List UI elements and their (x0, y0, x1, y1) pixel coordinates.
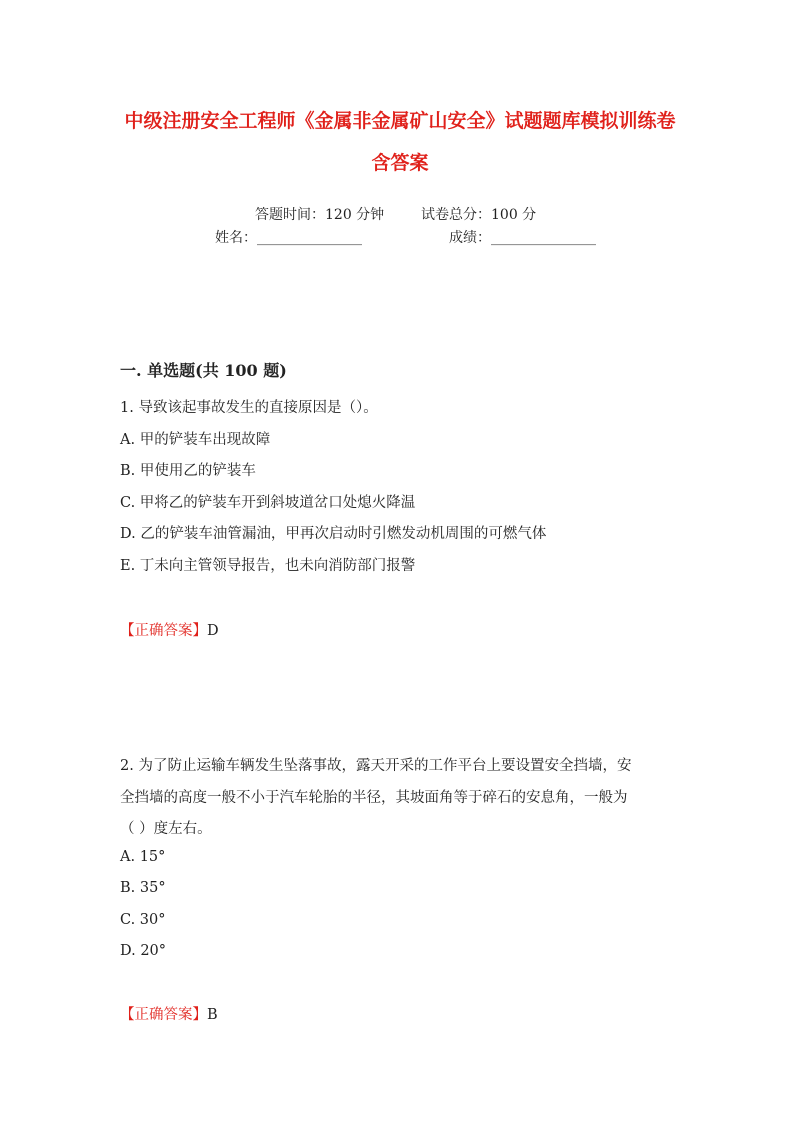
name-blank: _______________ (257, 230, 362, 246)
name-field (215, 227, 362, 247)
question-1-option-d: D. 乙的铲装车油管漏油，甲再次启动时引燃发动机周围的可燃气体 (120, 526, 547, 542)
question-1-stem: 1. 导致该起事故发生的直接原因是（）。 (120, 400, 378, 416)
document-title-line-1: 中级注册安全工程师《金属非金属矿山安全》试题题库模拟训练卷 (124, 110, 676, 132)
question-1-option-e: E. 丁未向主管领导报告，也未向消防部门报警 (120, 558, 416, 574)
score-label: 试卷总分： (421, 207, 491, 223)
answer-value: D (207, 623, 219, 639)
section-heading: 一. 单选题(共 100 题) (120, 361, 287, 380)
question-2-option-d: D. 20° (120, 943, 167, 959)
score-info (421, 204, 536, 224)
question-1-answer (120, 619, 219, 640)
question-2-stem-line-2: 全挡墙的高度一般不小于汽车轮胎的半径，其坡面角等于碎石的安息角，一般为 (120, 790, 628, 806)
answer-value: B (207, 1007, 218, 1023)
answer-label: 【正确答案】 (120, 623, 207, 639)
question-2-option-a: A. 15° (120, 849, 166, 865)
grade-blank: _______________ (491, 230, 596, 246)
question-2-option-b: B. 35° (120, 880, 166, 896)
document-title-line-2: 含答案 (371, 152, 429, 174)
score-value: 100 分 (491, 207, 537, 223)
question-1-option-c: C. 甲将乙的铲装车开到斜坡道岔口处熄火降温 (120, 495, 416, 511)
question-1-option-b: B. 甲使用乙的铲装车 (120, 463, 256, 479)
question-2-stem-line-3: （ ）度左右。 (120, 821, 212, 837)
time-label: 答题时间： (255, 207, 325, 223)
answer-label: 【正确答案】 (120, 1007, 207, 1023)
time-info (255, 204, 384, 224)
name-label: 姓名： (215, 230, 257, 246)
question-2-option-c: C. 30° (120, 912, 166, 928)
question-2-stem-line-1: 2. 为了防止运输车辆发生坠落事故，露天开采的工作平台上要设置安全挡墙，安 (120, 758, 632, 774)
question-1-option-a: A. 甲的铲装车出现故障 (120, 432, 271, 448)
time-value: 120 分钟 (325, 207, 385, 223)
grade-label: 成绩： (449, 230, 491, 246)
question-2-answer (120, 1003, 218, 1024)
grade-field (449, 227, 596, 247)
